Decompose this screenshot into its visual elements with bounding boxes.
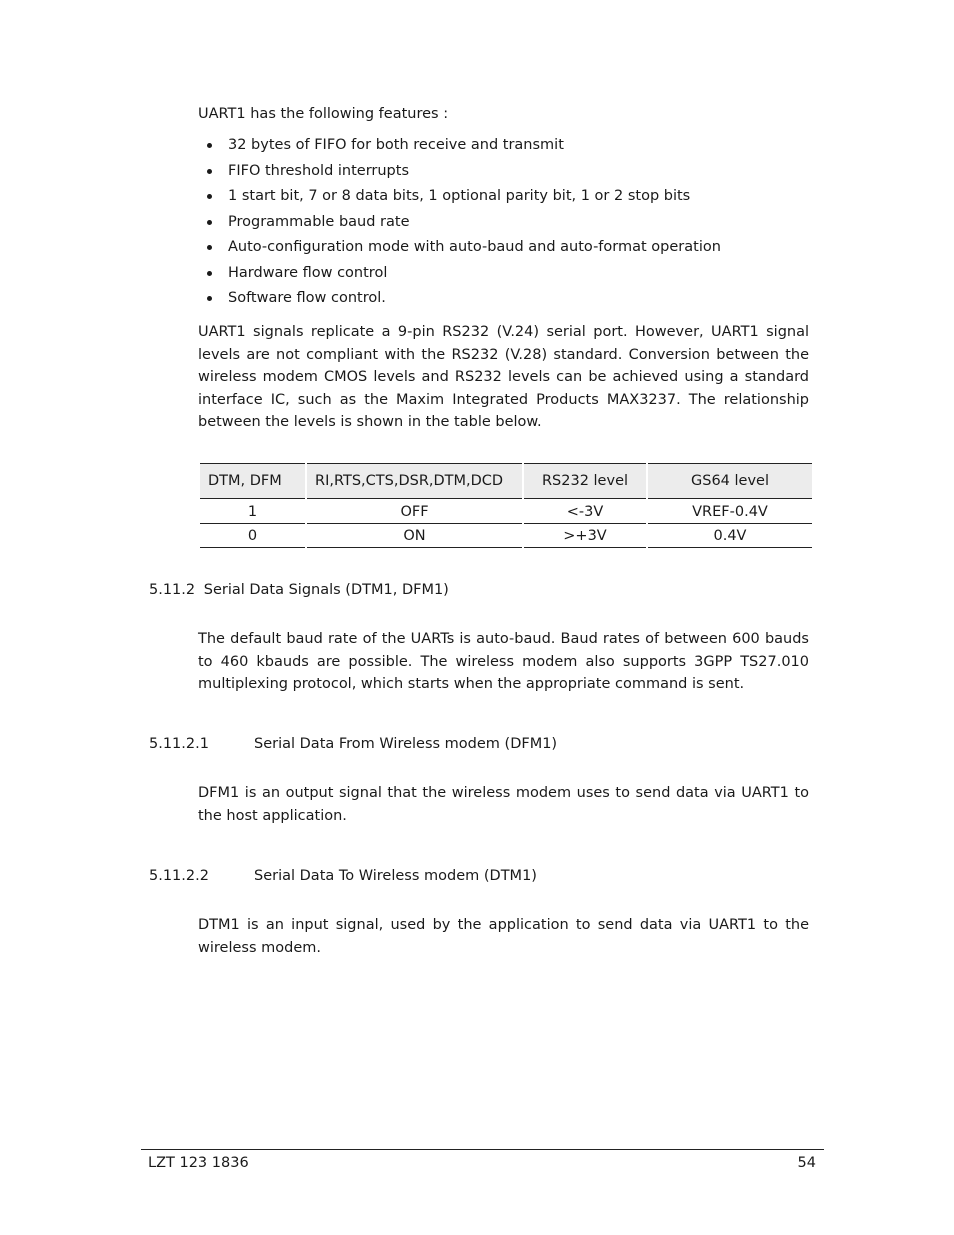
section-title: Serial Data From Wireless modem (DFM1) (254, 736, 558, 752)
column-header: DTM, DFM (200, 463, 305, 499)
table-cell: OFF (307, 499, 522, 524)
document-number: LZT 123 1836 (148, 1155, 249, 1171)
list-item: Auto-configuration mode with auto-baud and auto-format operation (198, 236, 809, 262)
section-number: 5.11.2 (149, 582, 196, 598)
list-item: 1 start bit, 7 or 8 data bits, 1 optional parity bit, 1 or 2 stop bits (198, 185, 809, 211)
list-item: Programmable baud rate (198, 211, 809, 237)
dtm1-paragraph: DTM1 is an input signal, used by the application to send data via UART1 to the wireless modem. (198, 917, 809, 956)
feature-list (198, 134, 809, 313)
table-row (200, 499, 812, 524)
baud-rate-paragraph: The default baud rate of the UARTs is auto-baud. Baud rates of between 600 bauds to 460 kbauds are possible. The wireless modem also supports 3GPP TS27.010 multiplexing protocol, which starts when the appropriate command is sent. (198, 631, 809, 693)
column-header: GS64 level (648, 463, 812, 499)
section-title: Serial Data To Wireless modem (DTM1) (254, 868, 537, 884)
section-number: 5.11.2.1 (149, 736, 209, 752)
table-cell: 0 (200, 524, 305, 548)
footer-divider (141, 1149, 824, 1150)
features-intro: UART1 has the following features : (198, 106, 449, 122)
dfm1-paragraph: DFM1 is an output signal that the wireless modem uses to send data via UART1 to the host application. (198, 785, 809, 824)
table-cell: <-3V (524, 499, 646, 524)
section-heading-5-11-2-1 (149, 734, 558, 754)
section-number: 5.11.2.2 (149, 868, 209, 884)
table-cell: 1 (200, 499, 305, 524)
table-row (200, 524, 812, 548)
list-item: 32 bytes of FIFO for both receive and transmit (198, 134, 809, 160)
signal-level-table (198, 463, 814, 548)
column-header: RS232 level (524, 463, 646, 499)
list-item: Software flow control. (198, 287, 809, 313)
uart1-signal-paragraph: UART1 signals replicate a 9-pin RS232 (V.24) serial port. However, UART1 signal levels are not compliant with the RS232 (V.28) standard. Conversion between the wireless modem CMOS levels and RS232 levels can be achieved using a standard interface IC, such as the Maxim Integrated Products MAX3237. The relationship between the levels is shown in the table below. (198, 324, 809, 431)
table-cell: ON (307, 524, 522, 548)
table-header-row (200, 463, 812, 499)
list-item: Hardware flow control (198, 262, 809, 288)
table-cell: >+3V (524, 524, 646, 548)
column-header: RI,RTS,CTS,DSR,DTM,DCD (307, 463, 522, 499)
list-item: FIFO threshold interrupts (198, 160, 809, 186)
section-heading-5-11-2-2 (149, 866, 537, 886)
table-cell: 0.4V (648, 524, 812, 548)
section-title: Serial Data Signals (DTM1, DFM1) (203, 582, 449, 598)
table-cell: VREF-0.4V (648, 499, 812, 524)
section-heading-5-11-2 (149, 580, 449, 600)
page-number: 54 (797, 1155, 816, 1171)
